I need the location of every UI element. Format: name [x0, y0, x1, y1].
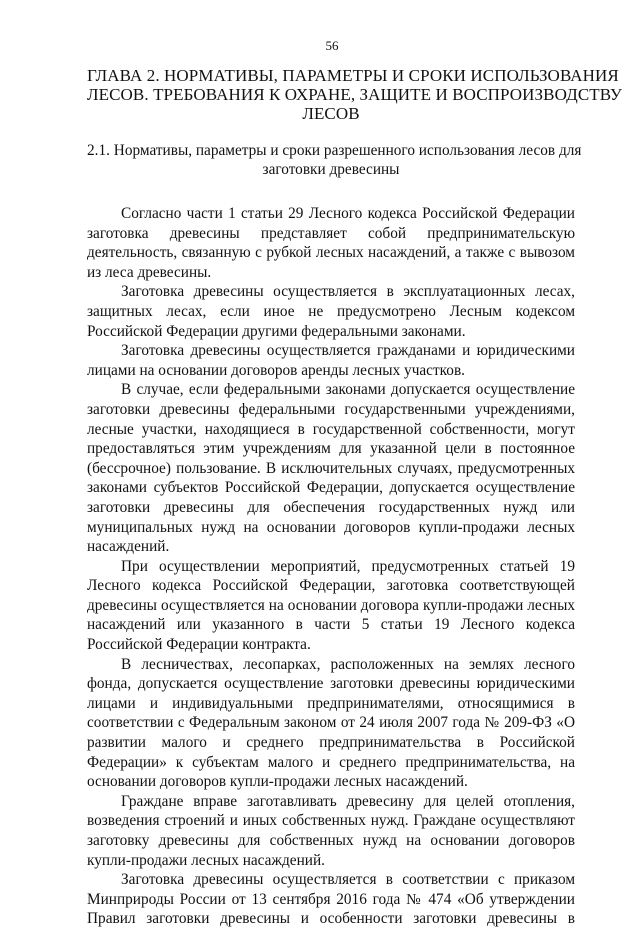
paragraph [87, 557, 575, 655]
paragraph [87, 282, 575, 341]
paragraph [87, 380, 575, 556]
paragraph-line: заготовки древесины федеральными государственными учреждениями, [87, 400, 575, 418]
paragraph [87, 655, 575, 792]
paragraph-line: лесные участки, находящиеся в государственной собственности, могут [87, 420, 575, 438]
paragraph-line: Минприроды России от 13 сентября 2016 года № 474 «Об утверждении [87, 890, 575, 908]
paragraph-line: возведения строений и иных собственных нужд. Граждане осуществляют [87, 812, 575, 830]
paragraph-line: заготовка древесины представляет собой предпринимательскую [87, 224, 575, 242]
paragraph-line: Правил заготовки древесины и особенности заготовки древесины в [87, 910, 575, 928]
paragraph-line: Заготовка древесины осуществляется в соответствии с приказом [121, 871, 575, 889]
paragraph-line: (бессрочное) пользование. В исключительных случаях, предусмотренных [87, 459, 575, 477]
paragraph-line: Заготовка древесины осуществляется в эксплуатационных лесах, [121, 283, 575, 301]
paragraph-line: муниципальных нужд на основании договоров купли-продажи лесных [87, 518, 575, 536]
paragraph-line: купли-продажи лесных насаждений. [87, 851, 325, 869]
paragraph [87, 341, 575, 380]
paragraph-line: В лесничествах, лесопарках, расположенных на землях лесного [121, 655, 575, 673]
paragraph-line: лицами на основании договоров аренды лесных участков. [87, 361, 466, 379]
paragraph-line: Граждане вправе заготавливать древесину для целей отопления, [121, 792, 575, 810]
paragraph [87, 870, 575, 929]
section-title [87, 141, 582, 179]
paragraph-line: развитии малого и среднего предпринимательства в Российской [87, 734, 575, 752]
paragraph-line: В случае, если федеральными законами допускается осуществление [121, 381, 575, 399]
paragraph-line: древесины осуществляется на основании договора купли-продажи лесных [87, 596, 575, 614]
paragraph-line: лицами и индивидуальными предпринимателями, относящимися в [87, 694, 575, 712]
paragraph-line: Федерации» к субъектам малого и среднего предпринимательства, на [87, 753, 575, 771]
paragraph-line: Согласно части 1 статьи 29 Лесного кодекса Российской Федерации [121, 205, 575, 222]
paragraph-line: соответствии с Федеральным законом от 24 июля 2007 года № 209-ФЗ «О [87, 714, 575, 732]
paragraph-line: фонда, допускается осуществление заготовки древесины юридическими [87, 675, 575, 693]
paragraph-line: заготовки древесины для обеспечения государственных нужд или [87, 498, 575, 516]
section-title-line: 2.1. Нормативы, параметры и сроки разрешенного использования лесов для [87, 142, 582, 159]
paragraph-line: Заготовка древесины осуществляется гражданами и юридическими [121, 342, 575, 360]
section-title-line: заготовки древесины [262, 161, 400, 178]
paragraph-line: законами субъектов Российской Федерации, допускается осуществление [87, 479, 575, 497]
paragraph-line: основании договоров купли-продажи лесных насаждений. [87, 773, 468, 791]
chapter-title-line: ЛЕСОВ [302, 104, 360, 123]
paragraph [87, 792, 575, 870]
paragraph-line: насаждений. [87, 538, 170, 556]
paragraph-line: При осуществлении мероприятий, предусмотренных статьей 19 [121, 557, 575, 575]
page-number: 56 [325, 38, 339, 53]
paragraph-line: насаждений или указанного в части 5 статьи 19 Лесного кодекса [87, 616, 575, 634]
paragraph-line: предоставляться этим учреждениям для указанной цели в постоянное [87, 440, 575, 458]
document-body [87, 204, 575, 929]
paragraph-line: деятельность, связанную с рубкой лесных насаждений, а также с вывозом [87, 244, 575, 262]
paragraph-line: Российской Федерации контракта. [87, 636, 311, 654]
chapter-title-line: ЛЕСОВ. ТРЕБОВАНИЯ К ОХРАНЕ, ЗАЩИТЕ И ВОСПРОИЗВОДСТВУ [87, 85, 622, 104]
paragraph-line: Российской Федерации другими федеральными законами. [87, 322, 466, 340]
chapter-title-line: ГЛАВА 2. НОРМАТИВЫ, ПАРАМЕТРЫ И СРОКИ ИСПОЛЬЗОВАНИЯ [87, 66, 619, 85]
paragraph-line: заготовку древесины для собственных нужд на основании договоров [87, 832, 575, 849]
paragraph [87, 204, 575, 282]
paragraph-line: Лесного кодекса Российской Федерации, заготовка соответствующей [87, 577, 575, 595]
chapter-title [87, 66, 622, 123]
paragraph-line: защитных лесах, если иное не предусмотрено Лесным кодексом [87, 302, 575, 320]
paragraph-line: из леса древесины. [87, 263, 212, 281]
